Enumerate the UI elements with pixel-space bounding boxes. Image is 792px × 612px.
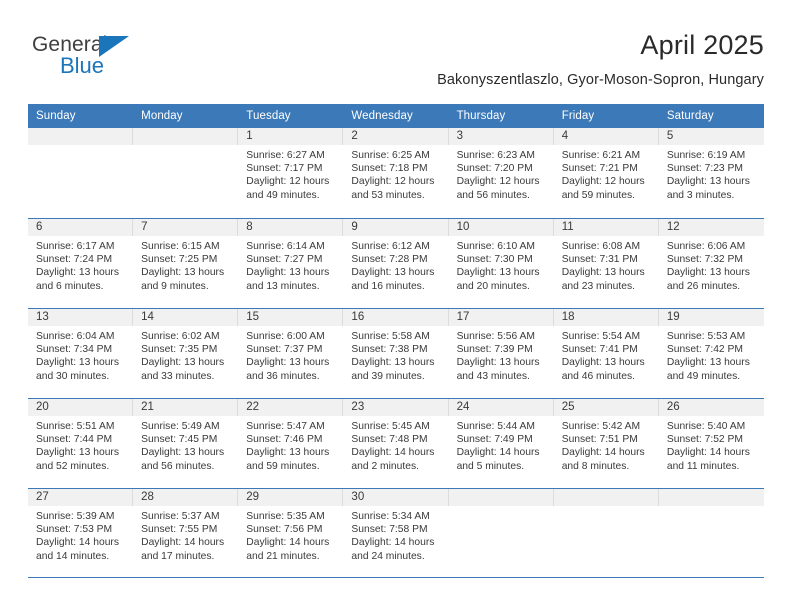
daylight-text: Daylight: 13 hours and 36 minutes.: [246, 357, 330, 382]
day-number-band: [554, 128, 659, 145]
day-cell[interactable]: [133, 399, 238, 488]
daylight-text: Daylight: 12 hours and 49 minutes.: [246, 176, 330, 201]
day-number-band: [28, 219, 133, 236]
day-details: [133, 326, 238, 383]
day-cell[interactable]: [659, 489, 764, 577]
daylight-text: Daylight: 13 hours and 46 minutes.: [561, 357, 645, 382]
day-number-band: [449, 399, 554, 416]
logo-text-blue: Blue: [60, 53, 105, 78]
day-number-band: [449, 219, 554, 236]
daylight-text: Daylight: 13 hours and 33 minutes.: [141, 357, 225, 382]
day-cell[interactable]: [238, 399, 343, 488]
weekday-header-row: [28, 104, 764, 128]
day-details: [343, 506, 448, 563]
day-number: 19: [666, 311, 680, 323]
calendar-week-row: [28, 398, 764, 488]
daylight-text: Daylight: 13 hours and 20 minutes.: [456, 267, 540, 292]
day-cell[interactable]: [659, 399, 764, 488]
day-details: [133, 236, 238, 293]
day-number-band: [28, 128, 133, 145]
calendar-week-row: [28, 218, 764, 308]
day-number: 29: [246, 491, 260, 503]
day-number: 21: [141, 401, 154, 413]
day-details: [554, 416, 659, 473]
sunrise-text: Sunrise: 5:51 AM: [36, 421, 115, 432]
sunrise-text: Sunrise: 6:00 AM: [246, 331, 325, 342]
day-cell[interactable]: [449, 128, 554, 218]
sunrise-text: Sunrise: 5:40 AM: [666, 421, 746, 432]
day-number: 7: [141, 221, 148, 233]
day-cell[interactable]: [28, 128, 133, 218]
day-number: 20: [36, 401, 49, 413]
day-details: [28, 416, 133, 473]
day-cell[interactable]: [343, 128, 448, 218]
day-cell[interactable]: [343, 489, 448, 577]
day-details: [238, 326, 343, 383]
day-number: 25: [561, 401, 575, 413]
weekday-header-saturday: Saturday: [666, 110, 714, 122]
day-number-band: [343, 399, 448, 416]
sunset-text: Sunset: 7:34 PM: [36, 344, 113, 356]
day-number-band: [449, 489, 554, 506]
calendar-week-row: [28, 488, 764, 578]
sunset-text: Sunset: 7:32 PM: [666, 254, 743, 266]
sunrise-text: Sunrise: 6:17 AM: [36, 241, 115, 252]
sunset-text: Sunset: 7:51 PM: [561, 434, 638, 446]
sunrise-text: Sunrise: 6:15 AM: [141, 241, 220, 252]
day-cell[interactable]: [554, 489, 659, 577]
day-details: [659, 145, 764, 202]
page-subtitle: Bakonyszentlaszlo, Gyor-Moson-Sopron, Hungary: [437, 72, 764, 88]
day-cell[interactable]: [554, 309, 659, 398]
sunset-text: Sunset: 7:37 PM: [246, 344, 323, 356]
day-details: [343, 416, 448, 473]
day-details: [449, 506, 554, 510]
daylight-text: Daylight: 13 hours and 13 minutes.: [246, 267, 330, 292]
day-number: 18: [561, 311, 575, 323]
day-details: [554, 326, 659, 383]
day-cell[interactable]: [238, 489, 343, 577]
daylight-text: Daylight: 14 hours and 8 minutes.: [561, 447, 645, 472]
day-details: [28, 326, 133, 383]
sunrise-text: Sunrise: 5:56 AM: [456, 331, 535, 342]
day-details: [343, 236, 448, 293]
sunrise-text: Sunrise: 6:14 AM: [246, 241, 325, 252]
day-details: [449, 236, 554, 293]
day-number-band: [238, 489, 343, 506]
sunset-text: Sunset: 7:39 PM: [456, 344, 533, 356]
sunrise-text: Sunrise: 5:58 AM: [351, 331, 430, 342]
sunset-text: Sunset: 7:24 PM: [36, 254, 113, 266]
day-number: 14: [141, 311, 154, 323]
day-details: [449, 145, 554, 202]
daylight-text: Daylight: 14 hours and 14 minutes.: [36, 537, 119, 562]
day-details: [238, 416, 343, 473]
day-cell[interactable]: [28, 219, 133, 308]
sunset-text: Sunset: 7:49 PM: [456, 434, 533, 446]
sunset-text: Sunset: 7:41 PM: [561, 344, 638, 356]
sunrise-text: Sunrise: 6:21 AM: [561, 150, 641, 161]
day-cell[interactable]: [554, 128, 659, 218]
day-cell[interactable]: [133, 309, 238, 398]
day-number: 10: [456, 221, 470, 233]
day-cell[interactable]: [659, 128, 764, 218]
sunrise-text: Sunrise: 5:45 AM: [351, 421, 430, 432]
day-cell[interactable]: [238, 219, 343, 308]
daylight-text: Daylight: 13 hours and 6 minutes.: [36, 267, 119, 292]
day-number-band: [238, 128, 343, 145]
day-cell[interactable]: [659, 219, 764, 308]
sunset-text: Sunset: 7:18 PM: [351, 163, 428, 175]
daylight-text: Daylight: 13 hours and 39 minutes.: [351, 357, 435, 382]
day-details: [554, 236, 659, 293]
sunset-text: Sunset: 7:27 PM: [246, 254, 323, 266]
weekday-header-monday: Monday: [141, 110, 183, 122]
daylight-text: Daylight: 13 hours and 56 minutes.: [141, 447, 225, 472]
day-cell[interactable]: [554, 219, 659, 308]
sunrise-text: Sunrise: 6:04 AM: [36, 331, 115, 342]
day-details: [659, 416, 764, 473]
sunset-text: Sunset: 7:38 PM: [351, 344, 428, 356]
daylight-text: Daylight: 12 hours and 56 minutes.: [456, 176, 540, 201]
day-number: 27: [36, 491, 49, 503]
daylight-text: Daylight: 13 hours and 30 minutes.: [36, 357, 119, 382]
day-cell[interactable]: [343, 399, 448, 488]
sunrise-text: Sunrise: 6:19 AM: [666, 150, 746, 161]
day-number-band: [554, 219, 659, 236]
sunrise-text: Sunrise: 5:37 AM: [141, 511, 220, 522]
sunset-text: Sunset: 7:52 PM: [666, 434, 743, 446]
day-details: [554, 506, 659, 510]
sunset-text: Sunset: 7:25 PM: [141, 254, 218, 266]
logo-text-general: General: [32, 33, 108, 56]
day-number-band: [133, 399, 238, 416]
day-number: 6: [36, 221, 43, 233]
day-details: [449, 326, 554, 383]
sunrise-text: Sunrise: 5:35 AM: [246, 511, 325, 522]
sunrise-text: Sunrise: 5:49 AM: [141, 421, 220, 432]
weekday-header-sunday: Sunday: [36, 110, 76, 122]
sunrise-text: Sunrise: 6:06 AM: [666, 241, 746, 252]
sunset-text: Sunset: 7:56 PM: [246, 524, 323, 536]
day-cell[interactable]: [133, 219, 238, 308]
day-number-band: [28, 489, 133, 506]
page-header: [28, 28, 764, 96]
weekday-header-thursday: Thursday: [456, 110, 506, 122]
day-number: 5: [666, 130, 674, 142]
day-number-band: [343, 309, 448, 326]
day-details: [343, 145, 448, 202]
day-number: 26: [666, 401, 680, 413]
daylight-text: Daylight: 13 hours and 26 minutes.: [666, 267, 750, 292]
day-number: 2: [351, 130, 358, 142]
sunset-text: Sunset: 7:48 PM: [351, 434, 428, 446]
daylight-text: Daylight: 12 hours and 59 minutes.: [561, 176, 645, 201]
day-number: 13: [36, 311, 49, 323]
day-number-band: [554, 399, 659, 416]
calendar-week-row: [28, 128, 764, 218]
day-details: [238, 236, 343, 293]
sunset-text: Sunset: 7:30 PM: [456, 254, 533, 266]
day-cell[interactable]: [133, 489, 238, 577]
calendar-week-row: [28, 308, 764, 398]
day-details: [659, 236, 764, 293]
day-number-band: [133, 309, 238, 326]
daylight-text: Daylight: 14 hours and 17 minutes.: [141, 537, 225, 562]
day-cell[interactable]: [449, 219, 554, 308]
weekday-header-friday: Friday: [561, 110, 595, 122]
sunrise-text: Sunrise: 5:34 AM: [351, 511, 430, 522]
day-number: 23: [351, 401, 365, 413]
weekday-header-wednesday: Wednesday: [351, 110, 413, 122]
sunrise-text: Sunrise: 6:27 AM: [246, 150, 325, 161]
sunset-text: Sunset: 7:46 PM: [246, 434, 323, 446]
sunrise-text: Sunrise: 6:25 AM: [351, 150, 430, 161]
sunset-text: Sunset: 7:45 PM: [141, 434, 218, 446]
day-number-band: [554, 489, 659, 506]
daylight-text: Daylight: 14 hours and 11 minutes.: [666, 447, 750, 472]
day-cell[interactable]: [238, 309, 343, 398]
day-number-band: [659, 128, 764, 145]
day-number-band: [133, 489, 238, 506]
generalblue-logo[interactable]: [32, 34, 152, 86]
daylight-text: Daylight: 14 hours and 5 minutes.: [456, 447, 540, 472]
day-number: 24: [456, 401, 470, 413]
day-details: [28, 236, 133, 293]
day-details: [238, 145, 343, 202]
day-number: 11: [561, 221, 574, 233]
sunrise-text: Sunrise: 6:12 AM: [351, 241, 430, 252]
day-number: 16: [351, 311, 365, 323]
daylight-text: Daylight: 13 hours and 23 minutes.: [561, 267, 645, 292]
day-cell[interactable]: [343, 309, 448, 398]
day-number-band: [238, 219, 343, 236]
calendar-grid: [28, 104, 764, 578]
daylight-text: Daylight: 14 hours and 24 minutes.: [351, 537, 435, 562]
sunset-text: Sunset: 7:44 PM: [36, 434, 113, 446]
day-number-band: [238, 399, 343, 416]
day-details: [133, 506, 238, 563]
sunset-text: Sunset: 7:55 PM: [141, 524, 218, 536]
day-cell[interactable]: [238, 128, 343, 218]
sunset-text: Sunset: 7:58 PM: [351, 524, 428, 536]
day-number: 3: [456, 130, 463, 142]
day-details: [343, 326, 448, 383]
day-cell[interactable]: [449, 399, 554, 488]
day-number-band: [449, 128, 554, 145]
sunrise-text: Sunrise: 6:23 AM: [456, 150, 535, 161]
daylight-text: Daylight: 13 hours and 52 minutes.: [36, 447, 119, 472]
day-number-band: [659, 399, 764, 416]
title-block: [437, 28, 764, 90]
day-number: 12: [666, 221, 680, 233]
day-number-band: [343, 219, 448, 236]
daylight-text: Daylight: 12 hours and 53 minutes.: [351, 176, 435, 201]
day-cell[interactable]: [449, 309, 554, 398]
day-details: [659, 506, 764, 510]
day-number: 28: [141, 491, 154, 503]
day-number: 17: [456, 311, 470, 323]
day-number-band: [659, 219, 764, 236]
day-cell[interactable]: [659, 309, 764, 398]
day-details: [28, 506, 133, 563]
daylight-text: Daylight: 13 hours and 16 minutes.: [351, 267, 435, 292]
day-cell[interactable]: [28, 399, 133, 488]
day-number-band: [554, 309, 659, 326]
daylight-text: Daylight: 13 hours and 9 minutes.: [141, 267, 225, 292]
sunset-text: Sunset: 7:21 PM: [561, 163, 638, 175]
sunset-text: Sunset: 7:28 PM: [351, 254, 428, 266]
sunset-text: Sunset: 7:23 PM: [666, 163, 743, 175]
day-cell[interactable]: [449, 489, 554, 577]
sunset-text: Sunset: 7:42 PM: [666, 344, 743, 356]
daylight-text: Daylight: 13 hours and 49 minutes.: [666, 357, 750, 382]
day-number-band: [238, 309, 343, 326]
day-cell[interactable]: [28, 489, 133, 577]
sunrise-text: Sunrise: 5:53 AM: [666, 331, 746, 342]
day-details: [659, 326, 764, 383]
day-number-band: [28, 399, 133, 416]
sunset-text: Sunset: 7:35 PM: [141, 344, 218, 356]
day-cell[interactable]: [343, 219, 448, 308]
day-number: 30: [351, 491, 365, 503]
day-number-band: [133, 219, 238, 236]
day-number-band: [343, 128, 448, 145]
sunrise-text: Sunrise: 6:10 AM: [456, 241, 535, 252]
sunset-text: Sunset: 7:17 PM: [246, 163, 323, 175]
day-number: 15: [246, 311, 260, 323]
day-number-band: [659, 489, 764, 506]
day-number-band: [28, 309, 133, 326]
day-number: 1: [246, 130, 253, 142]
day-number: 8: [246, 221, 253, 233]
sunrise-text: Sunrise: 5:39 AM: [36, 511, 115, 522]
sunrise-text: Sunrise: 6:08 AM: [561, 241, 641, 252]
sunrise-text: Sunrise: 5:44 AM: [456, 421, 535, 432]
day-details: [28, 145, 133, 149]
page-title: April 2025: [640, 30, 764, 60]
sunset-text: Sunset: 7:53 PM: [36, 524, 113, 536]
day-details: [133, 145, 238, 149]
sunrise-text: Sunrise: 5:42 AM: [561, 421, 641, 432]
day-cell[interactable]: [28, 309, 133, 398]
daylight-text: Daylight: 13 hours and 43 minutes.: [456, 357, 540, 382]
day-cell[interactable]: [554, 399, 659, 488]
sunrise-text: Sunrise: 6:02 AM: [141, 331, 220, 342]
day-number-band: [449, 309, 554, 326]
day-number-band: [343, 489, 448, 506]
day-number: 22: [246, 401, 260, 413]
day-details: [238, 506, 343, 563]
sunset-text: Sunset: 7:20 PM: [456, 163, 533, 175]
daylight-text: Daylight: 14 hours and 2 minutes.: [351, 447, 435, 472]
weekday-header-tuesday: Tuesday: [246, 110, 291, 122]
day-number: 9: [351, 221, 358, 233]
daylight-text: Daylight: 13 hours and 3 minutes.: [666, 176, 750, 201]
day-details: [449, 416, 554, 473]
daylight-text: Daylight: 13 hours and 59 minutes.: [246, 447, 330, 472]
day-number-band: [133, 128, 238, 145]
day-number: 4: [561, 130, 569, 142]
day-number-band: [659, 309, 764, 326]
daylight-text: Daylight: 14 hours and 21 minutes.: [246, 537, 330, 562]
sunrise-text: Sunrise: 5:47 AM: [246, 421, 325, 432]
day-details: [554, 145, 659, 202]
day-details: [133, 416, 238, 473]
day-cell[interactable]: [133, 128, 238, 218]
sunset-text: Sunset: 7:31 PM: [561, 254, 638, 266]
sunrise-text: Sunrise: 5:54 AM: [561, 331, 641, 342]
